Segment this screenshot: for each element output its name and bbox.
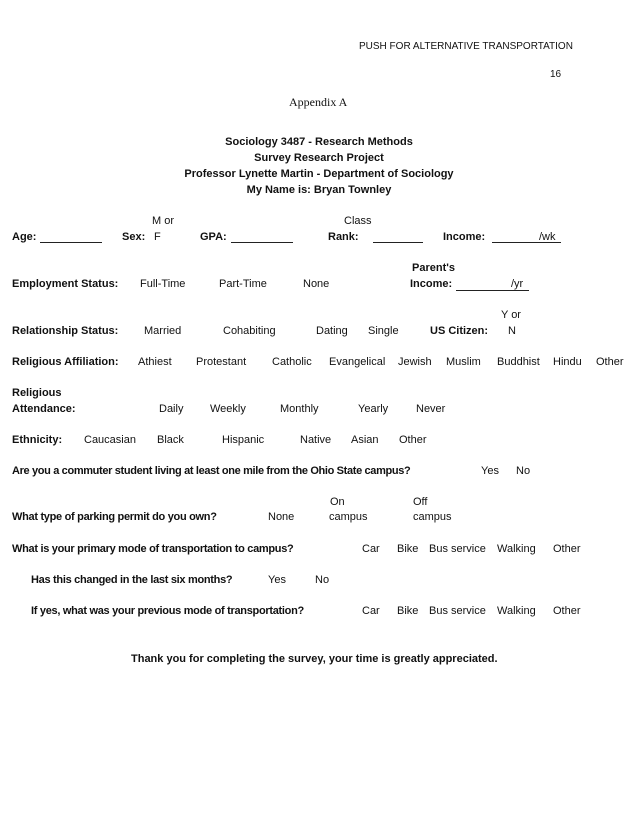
commuter-question: Are you a commuter student living at least one mile from the Ohio State campus? <box>12 465 411 477</box>
age-label: Age: <box>12 231 37 243</box>
sex-option-m: M or <box>152 215 174 227</box>
previous-mode-option[interactable]: Bike <box>397 605 419 617</box>
religion-option[interactable]: Other <box>596 356 624 368</box>
changed-option[interactable]: Yes <box>268 574 286 586</box>
mode-question: What is your primary mode of transportation to campus? <box>12 543 294 555</box>
employment-option[interactable]: Part-Time <box>219 278 267 290</box>
parents-income-label: Income: <box>410 278 453 290</box>
ethnicity-option[interactable]: Native <box>300 434 332 446</box>
attendance-label-top: Religious <box>12 387 62 399</box>
religion-label: Religious Affiliation: <box>12 356 119 368</box>
project-title: Survey Research Project <box>254 152 384 164</box>
religion-option[interactable]: Buddhist <box>497 356 540 368</box>
appendix-heading: Appendix A <box>289 95 348 109</box>
age-blank[interactable] <box>40 242 102 243</box>
attendance-option[interactable]: Daily <box>159 403 184 415</box>
sex-label: Sex: <box>122 231 146 243</box>
ethnicity-option[interactable]: Hispanic <box>222 434 265 446</box>
religion-option[interactable]: Protestant <box>196 356 247 368</box>
mode-option[interactable]: Bike <box>397 543 419 555</box>
attendance-option[interactable]: Yearly <box>358 403 389 415</box>
gpa-blank[interactable] <box>231 242 293 243</box>
gpa-label: GPA: <box>200 231 227 243</box>
citizen-option-n: N <box>508 325 516 337</box>
employment-label: Employment Status: <box>12 278 119 290</box>
attendance-label: Attendance: <box>12 403 76 415</box>
previous-mode-question: If yes, what was your previous mode of transportation? <box>31 605 304 617</box>
closing-note: Thank you for completing the survey, your time is greatly appreciated. <box>131 653 498 665</box>
attendance-option[interactable]: Monthly <box>280 403 319 415</box>
previous-mode-option[interactable]: Bus service <box>429 605 486 617</box>
rank-blank[interactable] <box>373 242 423 243</box>
religion-option[interactable]: Hindu <box>553 356 582 368</box>
ethnicity-label: Ethnicity: <box>12 434 63 446</box>
commuter-option[interactable]: Yes <box>481 465 499 477</box>
professor-line: Professor Lynette Martin - Department of Sociology <box>184 168 454 180</box>
religion-option[interactable]: Jewish <box>398 356 432 368</box>
changed-question: Has this changed in the last six months? <box>31 574 233 586</box>
parking-off-top: Off <box>413 496 428 508</box>
page-number: 16 <box>550 69 562 80</box>
attendance-option[interactable]: Weekly <box>210 403 246 415</box>
ethnicity-option[interactable]: Asian <box>351 434 379 446</box>
mode-option[interactable]: Bus service <box>429 543 486 555</box>
citizen-option-y: Y or <box>501 309 521 321</box>
author-line: My Name is: Bryan Townley <box>246 184 392 196</box>
parking-option-on-campus[interactable]: campus <box>329 511 368 523</box>
rank-label: Rank: <box>328 231 359 243</box>
religion-option[interactable]: Muslim <box>446 356 481 368</box>
ethnicity-option[interactable]: Black <box>157 434 184 446</box>
changed-option[interactable]: No <box>315 574 330 586</box>
parking-option-none[interactable]: None <box>268 511 295 523</box>
commuter-option[interactable]: No <box>516 465 531 477</box>
employment-option[interactable]: Full-Time <box>140 278 186 290</box>
relationship-option[interactable]: Cohabiting <box>223 325 276 337</box>
running-title: PUSH FOR ALTERNATIVE TRANSPORTATION <box>359 41 573 52</box>
ethnicity-option[interactable]: Other <box>399 434 427 446</box>
relationship-option[interactable]: Married <box>144 325 182 337</box>
income-label: Income: <box>443 231 486 243</box>
parents-label-top: Parent's <box>412 262 455 274</box>
religion-option[interactable]: Evangelical <box>329 356 386 368</box>
relationship-option[interactable]: Dating <box>316 325 348 337</box>
attendance-option[interactable]: Never <box>416 403 446 415</box>
religion-option[interactable]: Catholic <box>272 356 312 368</box>
relationship-label: Relationship Status: <box>12 325 119 337</box>
mode-option[interactable]: Car <box>362 543 380 555</box>
class-label-top: Class <box>344 215 372 227</box>
mode-option[interactable]: Walking <box>497 543 536 555</box>
previous-mode-option[interactable]: Walking <box>497 605 536 617</box>
parents-income-unit: /yr <box>511 278 524 290</box>
previous-mode-option[interactable]: Other <box>553 605 581 617</box>
employment-option[interactable]: None <box>303 278 330 290</box>
citizen-label: US Citizen: <box>430 325 489 337</box>
ethnicity-option[interactable]: Caucasian <box>84 434 136 446</box>
relationship-option[interactable]: Single <box>368 325 399 337</box>
income-unit: /wk <box>539 231 556 243</box>
previous-mode-option[interactable]: Car <box>362 605 380 617</box>
parking-question: What type of parking permit do you own? <box>12 511 217 523</box>
mode-option[interactable]: Other <box>553 543 581 555</box>
course-title: Sociology 3487 - Research Methods <box>225 136 413 148</box>
parking-on-top: On <box>330 496 345 508</box>
sex-option-f: F <box>154 231 161 243</box>
religion-option[interactable]: Athiest <box>138 356 172 368</box>
parking-option-off-campus[interactable]: campus <box>413 511 452 523</box>
